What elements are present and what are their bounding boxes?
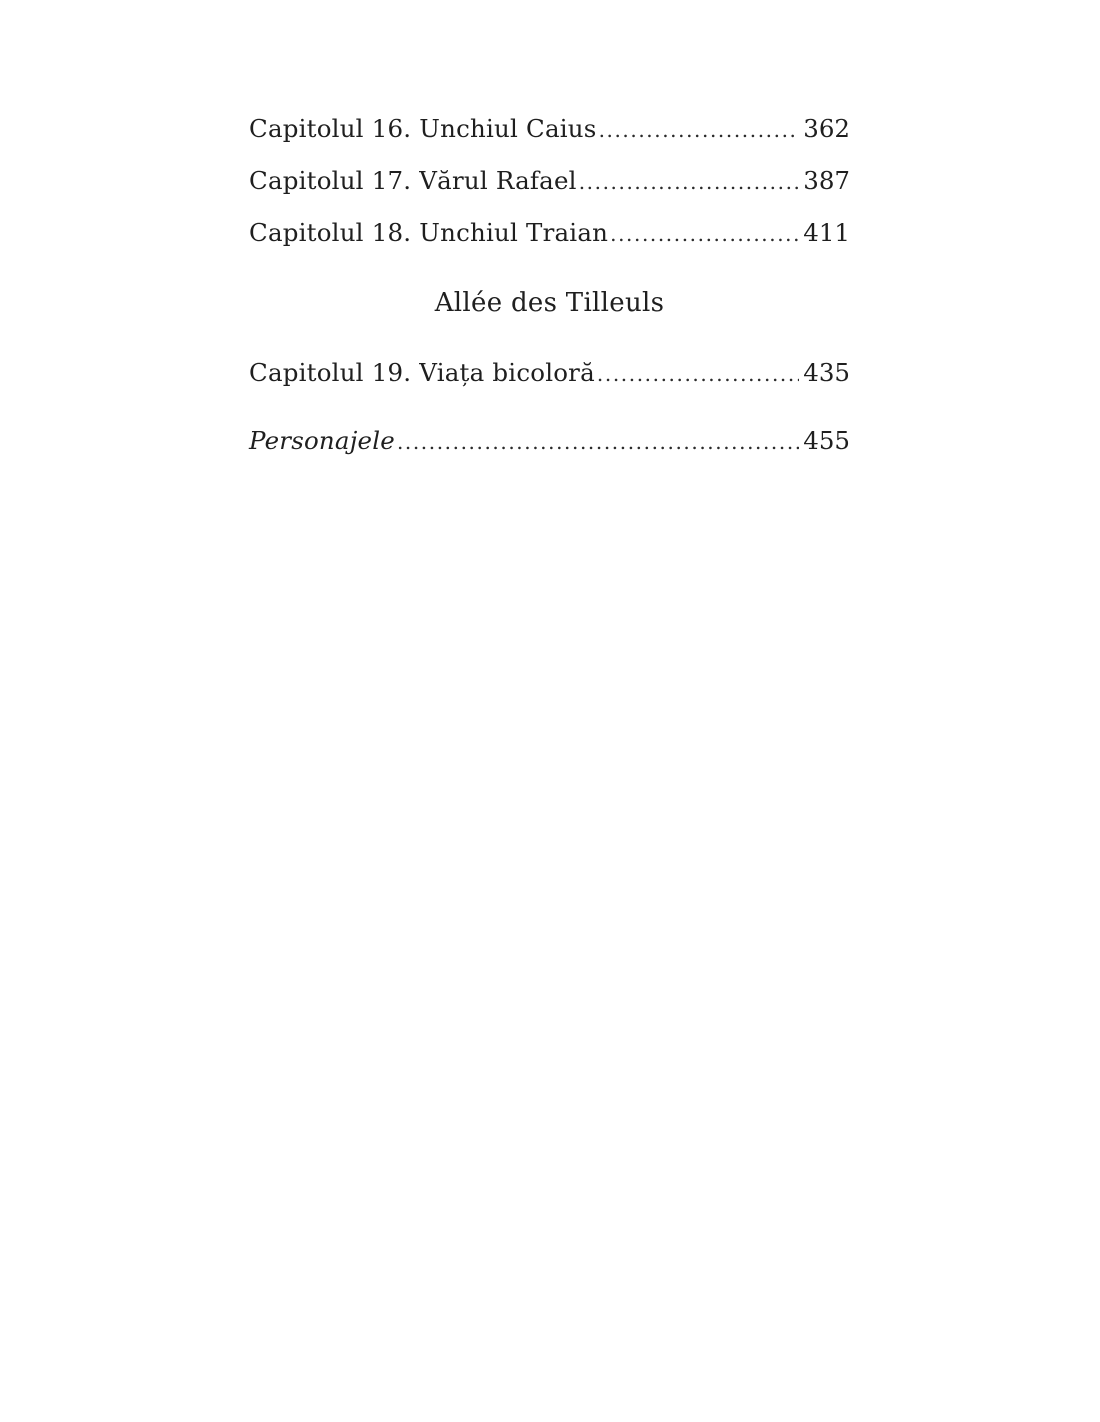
dot-leader [597,356,799,392]
toc-page-number: 362 [803,114,850,143]
toc-entry-title: Capitolul 16. Unchiul Caius [249,114,597,143]
toc-page-number: 435 [803,358,850,387]
toc-entry-appendix [249,423,850,459]
section-heading: Allée des Tilleuls [434,288,665,318]
toc-entry-chapter-16 [249,111,850,147]
toc-entry-chapter-18 [249,215,850,251]
dot-leader [397,424,799,460]
toc-entry-title: Capitolul 18. Unchiul Traian [249,218,609,247]
toc-page-number: 387 [803,166,850,195]
dot-leader [579,164,800,200]
toc-entry-chapter-17 [249,163,850,199]
toc-entry-title: Personajele [249,426,395,455]
toc-page-number: 411 [803,218,850,247]
dot-leader [599,112,800,148]
toc-page-number: 455 [803,426,850,455]
dot-leader [610,216,799,252]
toc-entry-chapter-19 [249,355,850,391]
toc-entry-title: Capitolul 17. Vărul Rafael [249,166,577,195]
toc-entry-title: Capitolul 19. Viața bicoloră [249,358,595,387]
